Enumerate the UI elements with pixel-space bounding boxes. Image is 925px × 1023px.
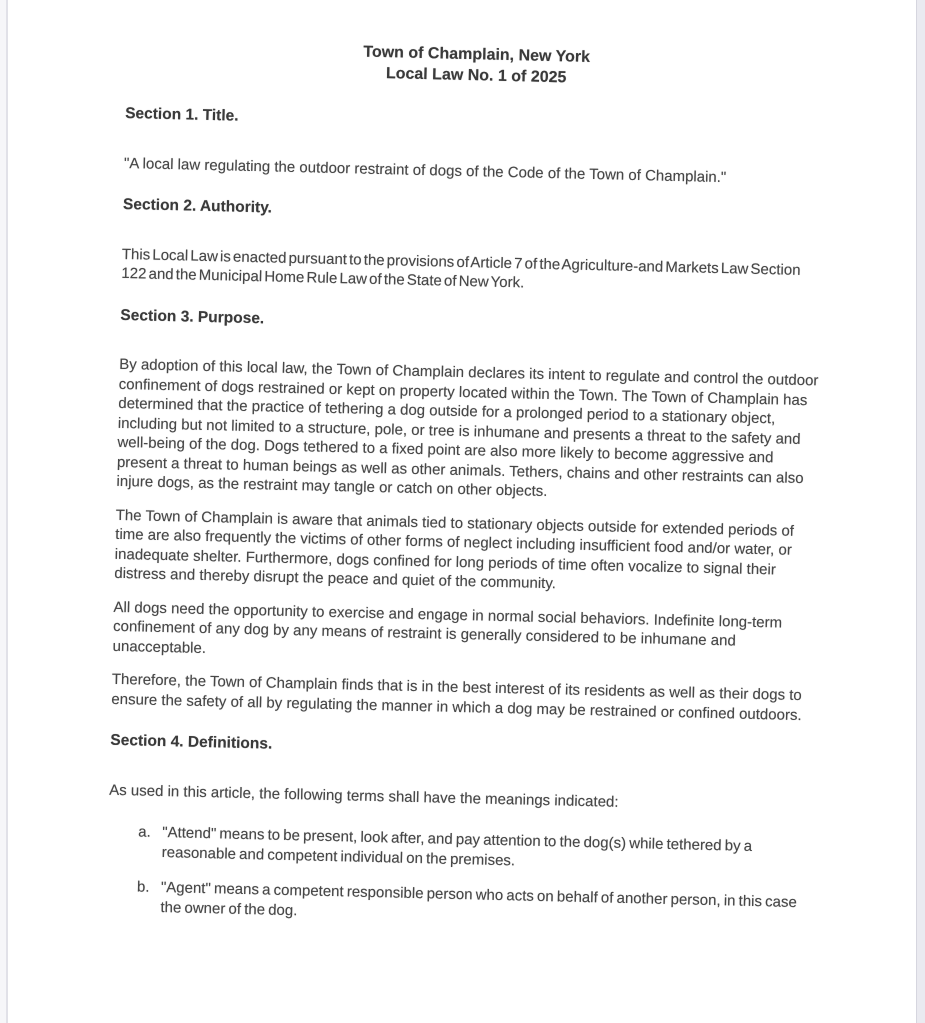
definition-item-a [108, 822, 809, 877]
section-4-heading: Section 4. Definitions. [110, 731, 273, 753]
section-3-paragraph-2: The Town of Champlain is aware that animals tied to stationary objects outside for extended periods of time are also frequently the victims of other forms of neglect including insufficient food and/or water, or inadequate shelter. Furthermore, dogs confined for long periods of time often vocalize to signal their distress and thereby disrupt the peace and quiet of the community. [114, 506, 795, 593]
doc-title-line2: Local Law No. 1 of 2025 [385, 65, 567, 87]
section-2-heading: Section 2. Authority. [122, 195, 273, 217]
section-1-heading: Section 1. Title. [124, 104, 239, 125]
document-content [106, 36, 827, 948]
page-edge-left [0, 0, 8, 1023]
section-3-paragraph-3: All dogs need the opportunity to exercise and engage in normal social behaviors. Indefinite long-term confinement of any dog by any means of restraint is generally considered to be inhumane and unacceptable. [112, 598, 783, 657]
definition-item-b-text: "Agent" means a competent responsible person who acts on behalf of another person, in this case the owner of the dog. [160, 879, 798, 919]
doc-title [126, 36, 827, 94]
section-3-heading: Section 3. Purpose. [120, 306, 265, 327]
definition-item-b [106, 877, 807, 932]
section-3-paragraph-4: Therefore, the Town of Champlain finds that is in the best interest of its residents as well as their dogs to ensure the safety of all by regulating the manner in which a dog may be restrained or confined outdoors. [111, 670, 802, 724]
doc-title-line1: Town of Champlain, New York [363, 43, 591, 66]
section-1-paragraph: "A local law regulating the outdoor restraint of dogs of the Code of the Town of Champlain." [123, 154, 727, 186]
definition-item-a-label: a. [138, 823, 151, 841]
page-edge-right [916, 0, 925, 1023]
section-2-paragraph: This Local Law is enacted pursuant to the provisions of Article 7 of the Agriculture-and Markets Law Section 122 and the Municipal Home Rule Law of the State of New York. [121, 245, 801, 292]
section-4-intro: As used in this article, the following terms shall have the meanings indicated: [109, 781, 619, 811]
definition-item-a-text: "Attend" means to be present, look after, and pay attention to the dog(s) while tethered by a reasonable and competent individual on the premises. [161, 824, 753, 869]
section-3-paragraph-1: By adoption of this local law, the Town of Champlain declares its intent to regulate and control the outdoor confinement of dogs restrained or kept on property located within the Town. The Town of Champlain has determined that the practice of tethering a dog outside for a prolonged period to a stationary object, including but not limited to a structure, pole, or tree is inhumane and presents a threat to the safety and well-being of the dog. Dogs tethered to a fixed point are also more likely to become aggressive and present a threat to human beings as well as other animals. Tethers, chains and other restraints can also injure dogs, as the restraint may tangle or catch on other objects. [116, 355, 819, 501]
definition-item-b-label: b. [136, 878, 150, 896]
